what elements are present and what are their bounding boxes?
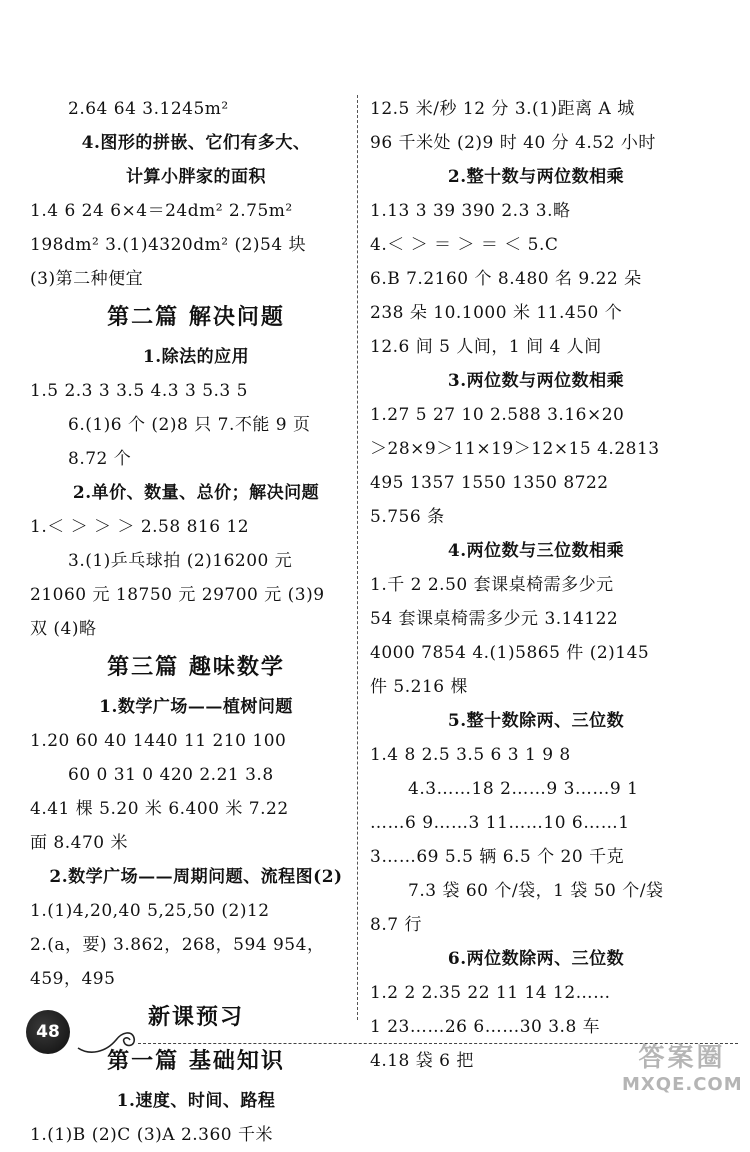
right-answer-column [370, 92, 702, 1078]
answer-line: 6.(1)6 个 (2)8 只 7.不能 9 页 [68, 415, 311, 435]
answer-line: 面 8.470 米 [30, 833, 128, 853]
answer-line: 1.5 2.3 3 3.5 4.3 3 5.3 5 [30, 381, 248, 401]
answer-line: 1.4 8 2.5 3.5 6 3 1 9 8 [370, 745, 571, 765]
section-heading: 第三篇 趣味数学 [107, 655, 285, 680]
subsection-heading: 4.图形的拼嵌、它们有多大、 [81, 133, 311, 153]
subsection-heading: 2.整十数与两位数相乘 [447, 167, 625, 187]
answer-line: 件 5.216 棵 [370, 677, 468, 697]
answer-line: 双 (4)略 [30, 619, 97, 639]
section-heading: 新课预习 [147, 1005, 244, 1030]
answer-line: 459，495 [30, 969, 116, 989]
answer-line: 6.B 7.2160 个 8.480 名 9.22 朵 [370, 269, 642, 289]
answer-line: 21060 元 18750 元 29700 元 (3)9 [30, 585, 325, 605]
watermark-url: MXQE.COM [622, 1074, 743, 1095]
answer-line: 4.＜ ＞ ＝ ＞ ＝ ＜ 5.C [370, 235, 559, 255]
subsection-heading: 计算小胖家的面积 [126, 167, 266, 187]
left-answer-column [30, 92, 362, 1152]
column-divider [357, 95, 358, 1020]
answer-line: 2.(a，要) 3.862，268，594 954， [30, 935, 325, 955]
swirl-ornament-icon [76, 1018, 140, 1058]
answer-line: 2.64 64 3.1245m² [68, 99, 229, 119]
answer-line: 238 朵 10.1000 米 11.450 个 [370, 303, 623, 323]
answer-line: 1.20 60 40 1440 11 210 100 [30, 731, 287, 751]
answer-line: (3)第二种便宜 [30, 269, 144, 289]
answer-line: 1.千 2 2.50 套课桌椅需多少元 [370, 575, 614, 595]
subsection-heading: 6.两位数除两、三位数 [447, 949, 625, 969]
answer-line: 3……69 5.5 辆 6.5 个 20 千克 [370, 847, 625, 867]
answer-line: 54 套课桌椅需多少元 3.14122 [370, 609, 619, 629]
answer-line: 1.4 6 24 6×4＝24dm² 2.75m² [30, 201, 293, 221]
answer-line: 12.6 间 5 人间，1 间 4 人间 [370, 337, 602, 357]
answer-line: 4000 7854 4.(1)5865 件 (2)145 [370, 643, 650, 663]
subsection-heading: 2.单价、数量、总价；解决问题 [72, 483, 320, 503]
answer-line: 60 0 31 0 420 2.21 3.8 [68, 765, 274, 785]
subsection-heading: 5.整十数除两、三位数 [447, 711, 625, 731]
answer-line: 5.756 条 [370, 507, 445, 527]
answer-line: 12.5 米/秒 12 分 3.(1)距离 A 城 [370, 99, 635, 119]
answer-line: 1.13 3 39 390 2.3 3.略 [370, 201, 571, 221]
section-heading: 第二篇 解决问题 [107, 305, 285, 330]
answer-line: 1 23……26 6……30 3.8 车 [370, 1017, 601, 1037]
subsection-heading: 2.数学广场——周期问题、流程图(2) [49, 867, 343, 887]
subsection-heading: 1.除法的应用 [142, 347, 250, 367]
site-watermark [622, 1042, 742, 1102]
answer-line: 1.27 5 27 10 2.588 3.16×20 [370, 405, 625, 425]
section-heading: 第一篇 基础知识 [107, 1049, 285, 1074]
subsection-heading: 1.速度、时间、路程 [116, 1091, 276, 1111]
answer-line: 198dm² 3.(1)4320dm² (2)54 块 [30, 235, 307, 255]
answer-line: 3.(1)乒乓球拍 (2)16200 元 [68, 551, 293, 571]
answer-line: 96 千米处 (2)9 时 40 分 4.52 小时 [370, 133, 656, 153]
subsection-heading: 1.数学广场——植树问题 [99, 697, 293, 717]
answer-line: 4.18 袋 6 把 [370, 1051, 474, 1071]
answer-line: 4.3……18 2……9 3……9 1 [408, 779, 639, 799]
page-number-badge: 48 [26, 1010, 70, 1054]
answer-line: 8.7 行 [370, 915, 422, 935]
answer-line: ……6 9……3 11……10 6……1 [370, 813, 630, 833]
answer-line: 1.(1)B (2)C (3)A 2.360 千米 [30, 1125, 274, 1145]
subsection-heading: 3.两位数与两位数相乘 [447, 371, 625, 391]
watermark-title: 答案圈 [638, 1043, 726, 1073]
answer-line: 1.2 2 2.35 22 11 14 12…… [370, 983, 611, 1003]
answer-line: ＞28×9＞11×19＞12×15 4.2813 [370, 439, 660, 459]
answer-line: 1.＜ ＞ ＞ ＞ 2.58 816 12 [30, 517, 250, 537]
answer-line: 495 1357 1550 1350 8722 [370, 473, 609, 493]
answer-line: 7.3 袋 60 个/袋，1 袋 50 个/袋 [408, 881, 664, 901]
answer-line: 1.(1)4,20,40 5,25,50 (2)12 [30, 901, 270, 921]
answer-line: 4.41 棵 5.20 米 6.400 米 7.22 [30, 799, 289, 819]
answer-line: 8.72 个 [68, 449, 132, 469]
subsection-heading: 4.两位数与三位数相乘 [447, 541, 625, 561]
